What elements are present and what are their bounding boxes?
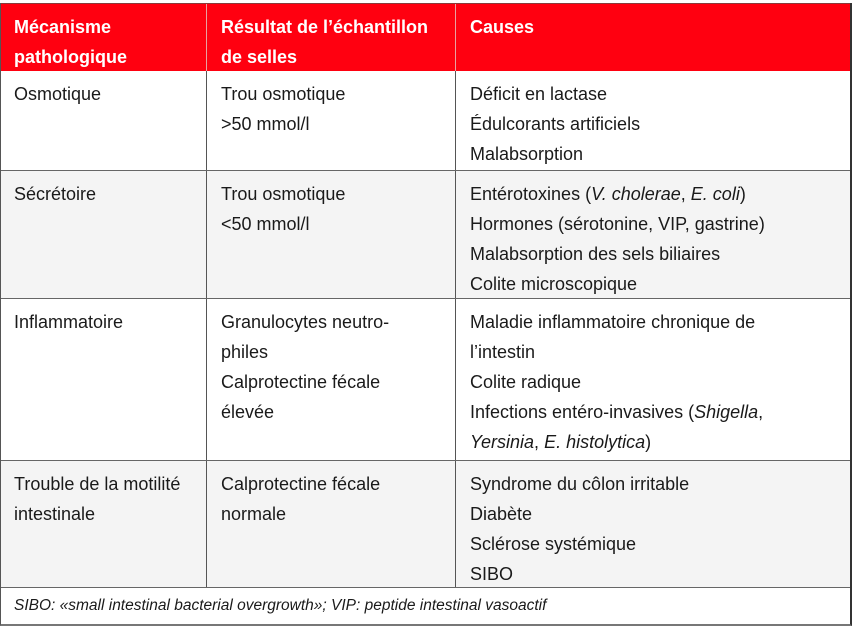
causes-cell xyxy=(456,71,850,170)
cause-item: Déficit en lactase xyxy=(470,84,608,104)
cause-item xyxy=(470,397,838,427)
cause-text: , xyxy=(758,402,764,422)
cause-item: l’intestin xyxy=(470,342,536,362)
cell-text: intestinale xyxy=(14,504,96,524)
mechanism-cell xyxy=(1,461,207,587)
table-header-row xyxy=(1,3,850,71)
cause-item: Malabsorption des sels biliaires xyxy=(470,244,721,264)
cause-text: ) xyxy=(645,432,652,452)
stool-result-cell xyxy=(207,299,456,460)
cause-text: ) xyxy=(739,184,746,204)
cell-text: Calprotectine fécale xyxy=(221,474,381,494)
table-row xyxy=(1,299,850,461)
header-text: Causes xyxy=(470,17,535,37)
stool-result-cell xyxy=(207,171,456,298)
mechanism-cell xyxy=(1,171,207,298)
cause-item: Maladie inflammatoire chronique de xyxy=(470,312,756,332)
cell-text: Calprotectine fécale xyxy=(221,372,381,392)
table-row xyxy=(1,171,850,299)
cause-item xyxy=(470,427,838,457)
cause-text: , xyxy=(534,432,545,452)
cell-text: Trou osmotique xyxy=(221,84,346,104)
cell-text: Osmotique xyxy=(14,84,102,104)
cause-italic: Shigella xyxy=(694,402,759,422)
cause-text: , xyxy=(680,184,691,204)
mechanism-cell xyxy=(1,299,207,460)
mechanism-cell xyxy=(1,71,207,170)
cause-item: Hormones (sérotonine, VIP, gastrine) xyxy=(470,214,765,234)
cause-item: Colite radique xyxy=(470,372,582,392)
cell-text: Granulocytes neutro- xyxy=(221,312,390,332)
cause-italic: Yersinia xyxy=(470,432,535,452)
cell-text: élevée xyxy=(221,402,275,422)
footnote-text: SIBO: «small intestinal bacterial overgrowth»; VIP: peptide intestinal vasoactif xyxy=(14,597,547,614)
cause-text: Infections entéro-invasives ( xyxy=(470,402,695,422)
table-footnote xyxy=(1,588,850,624)
cause-italic: E. coli xyxy=(690,184,740,204)
header-stool-result xyxy=(207,4,456,71)
header-causes xyxy=(456,4,850,71)
header-mechanism xyxy=(1,4,207,71)
cell-text: <50 mmol/l xyxy=(221,214,310,234)
cause-item: Malabsorption xyxy=(470,144,584,164)
causes-cell xyxy=(456,299,850,460)
stool-result-cell xyxy=(207,461,456,587)
cause-item: SIBO xyxy=(470,564,514,584)
cause-italic: V. cholerae xyxy=(591,184,681,204)
header-text: Mécanisme xyxy=(14,17,112,37)
cause-item: Diabète xyxy=(470,504,533,524)
cause-item xyxy=(470,179,838,209)
causes-cell xyxy=(456,461,850,587)
cell-text: Trou osmotique xyxy=(221,184,346,204)
causes-cell xyxy=(456,171,850,298)
cause-text: Entérotoxines ( xyxy=(470,184,592,204)
cause-item: Sclérose systémique xyxy=(470,534,637,554)
cell-text: >50 mmol/l xyxy=(221,114,310,134)
cause-item: Colite microscopique xyxy=(470,274,638,294)
diarrhea-mechanisms-table xyxy=(0,3,852,626)
table-row xyxy=(1,71,850,171)
table-row xyxy=(1,461,850,588)
cell-text: Sécrétoire xyxy=(14,184,97,204)
header-text: Résultat de l’échantillon xyxy=(221,17,429,37)
cell-text: Trouble de la motilité xyxy=(14,474,181,494)
stool-result-cell xyxy=(207,71,456,170)
header-text: pathologique xyxy=(14,47,127,67)
cause-item: Édulcorants artificiels xyxy=(470,114,641,134)
cause-italic: E. histolytica xyxy=(544,432,646,452)
cause-item: Syndrome du côlon irritable xyxy=(470,474,690,494)
cell-text: philes xyxy=(221,342,269,362)
cell-text: Inflammatoire xyxy=(14,312,124,332)
header-text: de selles xyxy=(221,47,298,67)
cell-text: normale xyxy=(221,504,287,524)
